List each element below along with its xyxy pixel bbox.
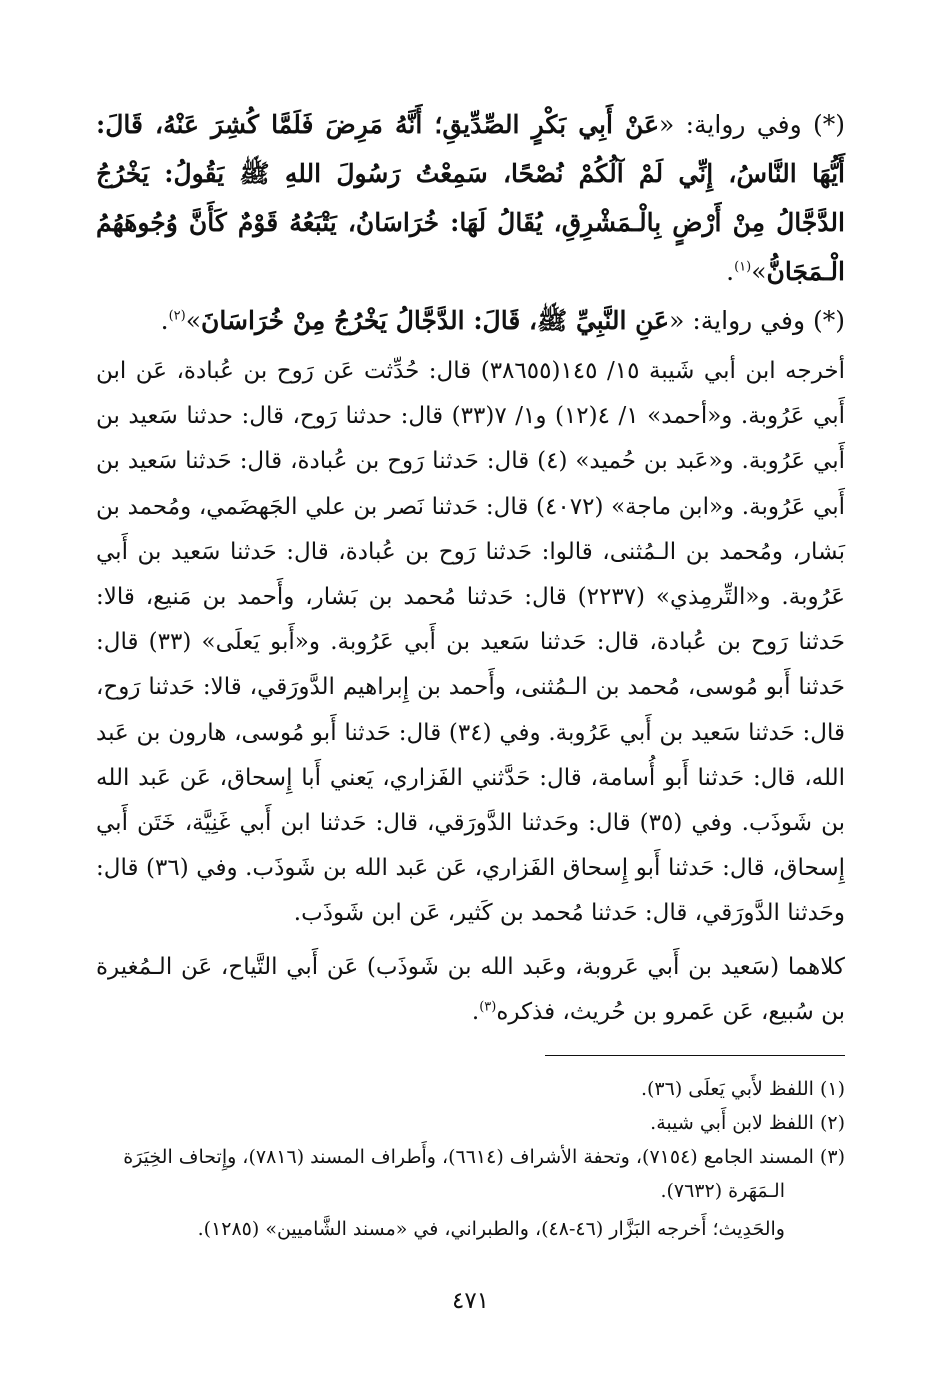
footnote-1: (١) اللفظ لأَبي يَعلَى (٣٦). bbox=[640, 1078, 845, 1101]
footnote-divider bbox=[545, 1055, 845, 1056]
narration-2-close: » bbox=[185, 306, 202, 335]
kilahuma-paragraph bbox=[96, 945, 845, 1035]
narration-1 bbox=[96, 100, 845, 296]
kilahuma-end: . bbox=[471, 998, 480, 1025]
narration-2-end: . bbox=[160, 306, 169, 335]
kilahuma-text: كلاهما (سَعيد بن أَبي عَروبة، وعَبد الله بن شَوذَب) عَن أَبي التَّياح، عَن الـمُغيرة بن سُبيع، عَن عَمرو بن حُريث، فذكره bbox=[96, 953, 845, 1025]
footnote-3: (٣) المسند الجامع (٧١٥٤)، وتحفة الأشراف (٦٦١٤)، وأَطراف المسند (٧٨١٦)، وإِتحاف الخِيَرَة bbox=[123, 1146, 845, 1169]
narration-2-matn: عَنِ النَّبِيِّ ﷺ، قَالَ: الدَّجَّالُ يَخْرُجُ مِنْ خُرَاسَانَ bbox=[201, 306, 670, 335]
footnote-2: (٢) اللفظ لابن أَبي شيبة. bbox=[650, 1112, 845, 1135]
narration-1-end: . bbox=[726, 257, 735, 286]
footnote-3-continuation: الـمَهَرة (٧٦٣٢). bbox=[660, 1180, 785, 1203]
footnote-note: والحَدِيث؛ أَخرجه البَزَّار (٤٦-٤٨)، والطبراني، في «مسند الشَّاميين» (١٢٨٥). bbox=[197, 1218, 785, 1241]
narration-1-intro: (*) وفي رواية: « bbox=[658, 110, 845, 139]
footnote-ref-1[interactable]: (١) bbox=[734, 259, 752, 275]
narration-1-close: » bbox=[751, 257, 767, 286]
footnote-ref-2[interactable]: (٢) bbox=[168, 308, 186, 324]
narration-2-intro: (*) وفي رواية: « bbox=[669, 306, 845, 335]
footnote-ref-3[interactable]: (٣) bbox=[479, 999, 497, 1015]
narration-1-matn: عَنْ أَبِي بَكْرٍ الصِّدِّيقِ؛ أَنَّهُ مَرِضَ فَلَمَّا كُشِرَ عَنْهُ، قَالَ: أَيُّهَا النَّاسُ، إِنِّي لَمْ آلُكُمْ نُصْحًا، سَمِعْتُ رَسُولَ اللهِ ﷺ يَقُولُ: يَخْرُجُ الدَّجَّالُ مِنْ أَرْضٍ بِالْـمَشْرِقِ، يُقَالُ لَهَا: خُرَاسَانُ، يَتْبَعُهُ قَوْمٌ كَأَنَّ وُجُوهَهُمُ الْـمَجَانُّ bbox=[96, 110, 845, 286]
page-number: ٤٧١ bbox=[451, 1288, 490, 1314]
takhrij-paragraph: أخرجه ابن أبي شَيبة ١٥/ ١٤٥(٣٨٦٥٥) قال: حُدِّثت عَن رَوح بن عُبادة، عَن ابن أَبي عَرُوبة. و«أحمد» ١/ ٤(١٢) و١/ ٧(٣٣) قال: حدثنا رَوح، قال: حدثنا سَعيد بن أَبي عَرُوبة. و«عَبد بن حُميد» (٤) قال: حَدثنا رَوح بن عُبادة، قال: حَدثنا سَعيد بن أَبي عَرُوبة. و«ابن ماجة» (٤٠٧٢) قال: حَدثنا نَصر بن علي الجَهضَمي، ومُحمد بن بَشار، ومُحمد بن الـمُثنى، قالوا: حَدثنا رَوح بن عُبادة، قال: حَدثنا سَعيد بن أَبي عَرُوبة. و«التِّرمِذي» (٢٢٣٧) قال: حَدثنا مُحمد بن بَشار، وأَحمد بن مَنيع، قالا: حَدثنا رَوح بن عُبادة، قال: حَدثنا سَعيد بن أَبي عَرُوبة. و«أَبو يَعلَى» (٣٣) قال: حَدثنا أَبو مُوسى، مُحمد بن الـمُثنى، وأَحمد بن إِبراهيم الدَّورَقي، قالا: حَدثنا رَوح، قال: حَدثنا سَعيد بن أَبي عَرُوبة. وفي (٣٤) قال: حَدثنا أَبو مُوسى، هارون بن عَبد الله، قال: حَدثنا أَبو أُسامة، قال: حَدَّثني الفَزاري، يَعني أَبا إِسحاق، عَن عَبد الله بن شَوذَب. وفي (٣٥) قال: وحَدثنا الدَّورَقي، قال: حَدثنا ابن أَبي غَنِيَّة، خَتَن أَبي إِسحاق، قال: حَدثنا أَبو إِسحاق الفَزاري، عَن عَبد الله بن شَوذَب. وفي (٣٦) قال: وحَدثنا الدَّورَقي، قال: حَدثنا مُحمد بن كَثير، عَن ابن شَوذَب. bbox=[96, 358, 846, 927]
narration-2 bbox=[96, 296, 845, 345]
